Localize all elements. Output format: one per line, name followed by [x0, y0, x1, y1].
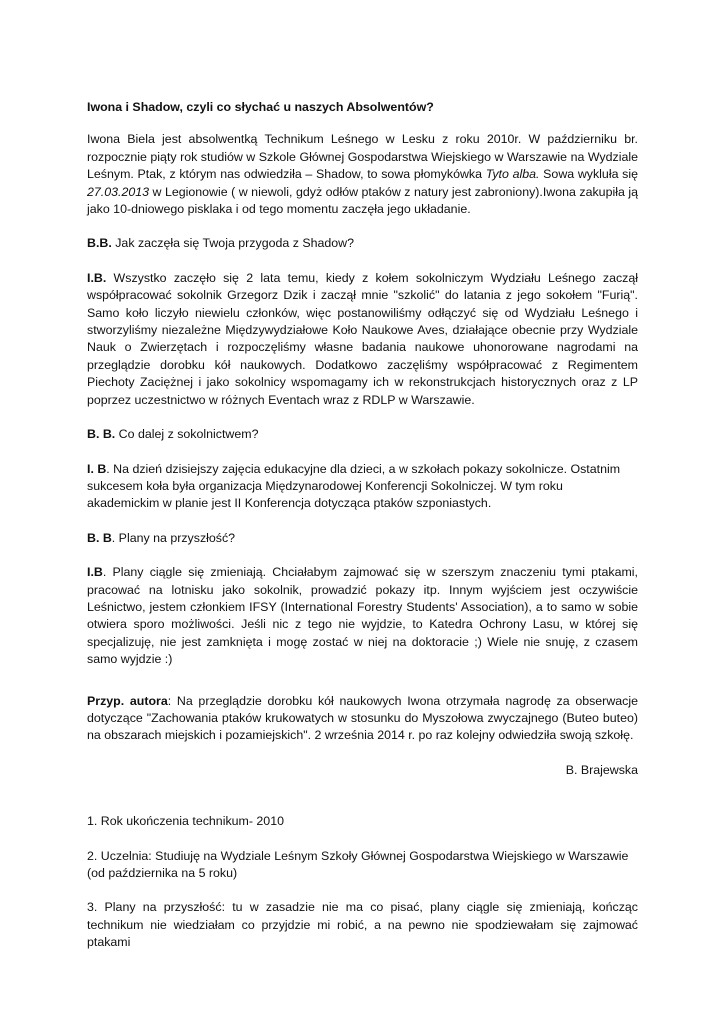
question-text: Co dalej z sokolnictwem? — [115, 427, 259, 442]
intro-text-1: Iwona Biela jest absolwentką Technikum Leśnego w Lesku z roku 2010r. W październiku br. rozpocznie piąty rok studiów w Szkole Głównej Gospodarstwa Wiejskiego w Warszawie na Wydziale Leśnym. Ptak, z którym nas odwiedziła – Shadow, to sowa płomykówka — [87, 132, 638, 182]
intro-text-2: Sowa wykluła się — [539, 167, 638, 182]
answer-text: . Plany ciągle się zmieniają. Chciałabym zajmować się w szerszym znaczeniu tymi ptakami, pracować na lotnisku jako sokolnik, prowadzić pokazy itp. Innym wyjściem jest oczywiście Leśnictwo, jestem członkiem IFSY (International Forestry Students' Association), a to samo w sobie otwiera sporo możliwości. Jeśli nic z tego nie wyjdzie, to Katedra Ochrony Lasu, w której się specjalizuję, nie jest zamknięta i mogę zostać w niej na doktoracie ;) Wiele nie snuję, z czasem samo wyjdzie :) — [87, 565, 638, 667]
document-body — [87, 99, 638, 969]
answer-speaker: I.B — [87, 565, 103, 580]
list-item: 3. Plany na przyszłość: tu w zasadzie nie ma co pisać, plany ciągle się zmieniają, kończąc technikum nie wiedziałam co przyjdzie mi robić, a na pewno nie spodziewałam się zajmować ptakami — [87, 900, 638, 950]
answer-text: Wszystko zaczęło się 2 lata temu, kiedy z kołem sokolniczym Wydziału Leśnego zaczął współpracować sokolnik Grzegorz Dzik i zaczął mnie "szkolić" do latania z jego sokołem "Furią". Samo koło liczyło niewielu członków, więc postanowiliśmy odłączyć się od Wydziału Leśnego i stworzyliśmy niezależne Międzywydziałowe Koło Naukowe Aves, działające obecnie przy Wydziale Nauk o Zwierzętach i rozpoczęliśmy własne badania naukowe uhonorowane nagrodami na przeglądzie dorobku kół naukowych. Dodatkowo zaczęliśmy współpracować z Regimentem Piechoty Zaciężnej i jako sokolnicy wspomagamy ich w rekonstrukcjach historycznych oraz z LP poprzez uczestnictwo w różnych Eventach wraz z RDLP w Warszawie. — [87, 270, 638, 407]
question-text: . Plany na przyszłość? — [111, 530, 236, 545]
intro-text-3: w Legionowie ( w niewoli, gdyż odłów ptaków z natury jest zabroniony).Iwona zakupiła ją jako 10-dniowego pisklaka i od tego momentu zaczęła jego układanie. — [87, 184, 638, 217]
species-name: Tyto alba. — [485, 167, 540, 182]
answer-3 — [87, 564, 638, 668]
answer-1 — [87, 270, 638, 409]
answer-speaker: I. B — [87, 461, 107, 476]
question-3 — [87, 530, 638, 547]
list-item: 2. Uczelnia: Studiuję na Wydziale Leśnym Szkoły Głównej Gospodarstwa Wiejskiego w Warszawie (od października na 5 roku) — [87, 848, 629, 880]
question-speaker: B. B — [87, 530, 112, 545]
article-title: Iwona i Shadow, czyli co słychać u naszych Absolwentów? — [87, 100, 434, 114]
answer-2 — [87, 461, 638, 513]
question-2 — [87, 426, 638, 443]
author-note-label: Przyp. autora — [87, 693, 168, 708]
question-speaker: B. B. — [87, 427, 116, 442]
intro-paragraph — [87, 131, 638, 218]
question-1 — [87, 235, 638, 252]
question-speaker: B.B. — [87, 236, 112, 251]
author-note — [87, 693, 638, 745]
answer-text: . Na dzień dzisiejszy zajęcia edukacyjne dla dzieci, a w szkołach pokazy sokolnicze. Ostatnim sukcesem koła była organizacja Międzynarodowej Konferencji Sokolniczej. W tym roku akademickim w planie jest II Konferencja dotycząca ptaków szponiastych. — [87, 461, 621, 511]
author-signature: B. Brajewska — [565, 762, 638, 777]
answer-speaker: I.B. — [87, 270, 107, 285]
author-note-text: : Na przeglądzie dorobku kół naukowych Iwona otrzymała nagrodę za obserwacje dotyczące "Zachowania ptaków krukowatych w stosunku do Myszołowa zwyczajnego (Buteo buteo) na obszarach miejskich i pozamiejskich". 2 września 2014 r. po raz kolejny odwiedziła swoją szkołę. — [87, 693, 638, 743]
question-text: Jak zaczęła się Twoja przygoda z Shadow? — [111, 236, 355, 251]
list-item: 1. Rok ukończenia technikum- 2010 — [87, 814, 284, 829]
hatch-date: 27.03.2013 — [87, 184, 150, 199]
